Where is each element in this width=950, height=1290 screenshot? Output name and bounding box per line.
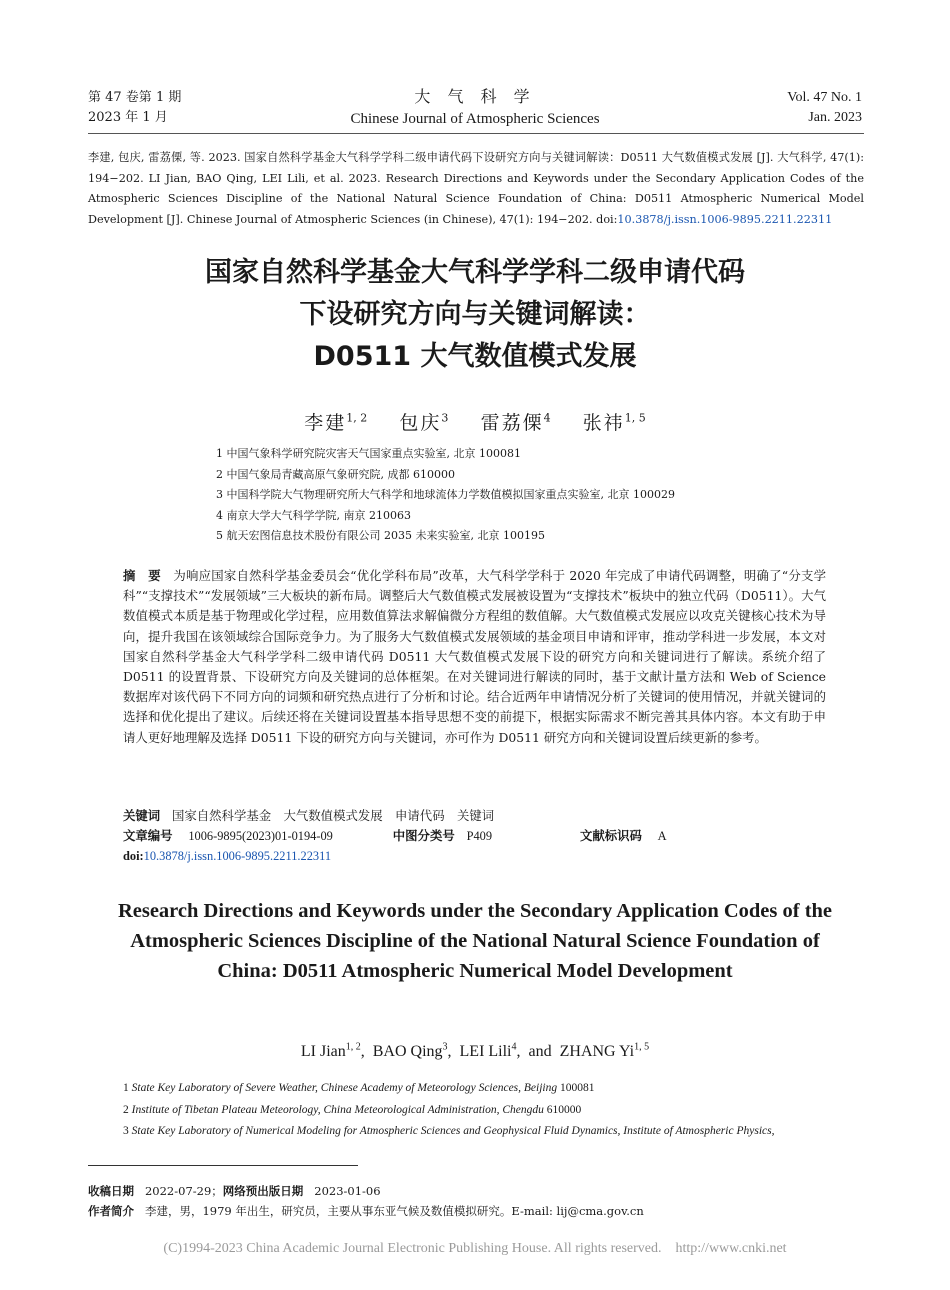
authors-en <box>60 1042 890 1061</box>
header-right <box>787 88 862 128</box>
volume-issue-en: Vol. 47 No. 1 <box>787 90 862 105</box>
title-en: Research Directions and Keywords under the Secondary Application Codes of the Atmospheric Sciences Discipline of the National Natural Science Foundation of China: D0511 Atmospheric Numerical Model Development <box>117 900 833 982</box>
cnki-watermark: (C)1994-2023 China Academic Journal Electronic Publishing House. All rights reserved. http://www.cnki.net <box>163 1241 787 1256</box>
citation-text: 李建, 包庆, 雷荔傈, 等. 2023. 国家自然科学基金大气科学学科二级申请代码下设研究方向与关键词解读：D0511 大气数值模式发展 [J]. 大气科学, 47(1): 194−202. LI Jian, BAO Qing, LEI Lili, et al. 2023. Research Directions and Keywords under the Secondary Application Codes of the Atmospheric Sciences Discipline of the National Natural Science Foundation of China: D0511 Atmospheric Numerical Model Development [J]. Chinese Journal of Atmospheric Sciences (in Chinese), 47(1): 194−202. doi: <box>88 151 864 226</box>
title-cn <box>60 252 890 378</box>
header-rule <box>88 133 864 134</box>
journal-name-en: Chinese Journal of Atmospheric Sciences <box>350 111 600 127</box>
author-cn: 包庆$^3$ <box>399 411 449 434</box>
affiliation-cn: 3 中国科学院大气物理研究所大气科学和地球流体力学数值模拟国家重点实验室, 北京 100029 <box>216 488 675 502</box>
received-label: 收稿日期 <box>88 1184 134 1198</box>
title-cn-line3: D0511 大气数值模式发展 <box>313 341 637 372</box>
footnote-rule <box>88 1165 358 1166</box>
doi-label: doi: <box>123 849 144 863</box>
author-en: ZHANG Yi$^{1, 5}$ <box>559 1042 650 1061</box>
author-en: LEI Lili$^4$, and <box>459 1042 560 1061</box>
author-en: LI Jian$^{1, 2}$, <box>300 1042 373 1061</box>
header-left <box>88 88 181 128</box>
abstract-label: 摘 要 <box>123 568 161 583</box>
abstract <box>123 566 826 748</box>
doc-code-label: 文献标识码 <box>579 828 642 843</box>
header-center <box>275 86 675 130</box>
keywords-label: 关键词 <box>123 808 161 823</box>
authors-cn <box>60 408 890 435</box>
date-en: Jan. 2023 <box>808 110 862 125</box>
affiliation-en: 2 Institute of Tibetan Plateau Meteorology, China Meteorological Administration, Chengdu 610000 <box>123 1103 582 1116</box>
affiliation-cn: 2 中国气象局青藏高原气象研究院, 成都 610000 <box>216 467 455 481</box>
author-en: BAO Qing$^3$, <box>372 1042 460 1061</box>
author-bio-label: 作者简介 <box>88 1204 134 1218</box>
footnote-received <box>88 1183 381 1199</box>
keywords <box>123 806 494 824</box>
online-date: 2023-01-06 <box>314 1184 381 1198</box>
affiliation-en: 1 State Key Laboratory of Severe Weather, Chinese Academy of Meteorology Sciences, Beijing 100081 <box>123 1082 595 1094</box>
article-no: 1006-9895(2023)01-0194-09 <box>188 829 333 843</box>
date-cn: 2023 年 1 月 <box>88 110 168 125</box>
author-bio-text: 李建，男，1979 年出生，研究员，主要从事东亚气候及数值模拟研究。E-mail: lij@cma.gov.cn <box>144 1204 644 1218</box>
abstract-text: 为响应国家自然科学基金委员会“优化学科布局”改革，大气科学学科于 2020 年完成了申请代码调整，明确了“分支学科”“支撑技术”“发展领域”三大板块的新布局。调整后大气数值模式发展被设置为“支撑技术”板块中的独立代码（D0511）。大气数值模式本质是基于物理或化学过程，应用数值算法求解偏微分方程组的数值解。大气数值模式发展应以攻克关键核心技术为导向，提升我国在该领域综合国际竞争力。为了服务大气数值模式发展领域的基金项目申请和评审，推动学科进一步发展，本文对国家自然科学基金大气科学学科二级申请代码 D0511 大气数值模式发展下设的研究方向和关键词进行了解读。系统介绍了 D0511 的设置背景、下设研究方向及关键词的总体框架。在对关键词进行解读的同时，基于文献计量方法和 Web of Science 数据库对该代码下不同方向的词频和研究热点进行了分析和讨论。结合近两年申请情况分析了关键词的使用情况，并就关键词的选择和优化提出了建议。后续还将在关键词设置基本指导思想不变的前提下，根据实际需求不断完善其具体内容。本文有助于申请人更好地理解及选择 D0511 下设的研究方向与关键词，亦可作为 D0511 研究方向和关键词设置后续更新的参考。 <box>123 568 826 745</box>
clc-code: P409 <box>466 829 493 843</box>
volume-issue-cn: 第 47 卷第 1 期 <box>88 90 182 105</box>
affiliations-cn <box>216 444 675 547</box>
title-cn-line2: 下设研究方向与关键词解读： <box>299 299 651 330</box>
journal-name-cn: 大 气 科 学 <box>414 87 536 106</box>
author-cn: 雷荔傈$^4$ <box>480 411 551 434</box>
doi-link[interactable]: 10.3878/j.issn.1006-9895.2211.22311 <box>143 849 332 863</box>
received-date: 2022-07-29； <box>144 1184 223 1198</box>
title-cn-line1: 国家自然科学基金大气科学学科二级申请代码 <box>205 257 745 288</box>
affiliation-cn: 5 航天宏图信息技术股份有限公司 2035 未来实验室, 北京 100195 <box>216 529 545 543</box>
article-no-label: 文章编号 <box>123 828 173 843</box>
citation-block <box>88 148 864 230</box>
doc-code: A <box>657 829 667 843</box>
author-cn: 张祎$^{1, 5}$ <box>582 411 646 434</box>
article-meta <box>123 826 843 844</box>
author-cn: 李建$^{1, 2}$ <box>304 411 368 434</box>
affiliation-cn: 1 中国气象科学研究院灾害天气国家重点实验室, 北京 100081 <box>216 447 521 460</box>
doi-line <box>123 848 331 864</box>
keywords-text: 国家自然科学基金 大气数值模式发展 申请代码 关键词 <box>172 808 495 823</box>
affiliation-cn: 4 南京大学大气科学学院, 南京 210063 <box>216 508 411 522</box>
affiliations-en <box>123 1078 828 1143</box>
clc-label: 中图分类号 <box>392 828 455 843</box>
online-label: 网络预出版日期 <box>222 1184 304 1198</box>
citation-doi-link[interactable]: 10.3878/j.issn.1006-9895.2211.22311 <box>617 212 833 226</box>
footnote-author <box>88 1203 644 1219</box>
affiliation-en: 3 State Key Laboratory of Numerical Modeling for Atmospheric Sciences and Geophysical Fluid Dynamics, Institute of Atmospheric Physics, <box>123 1125 775 1137</box>
